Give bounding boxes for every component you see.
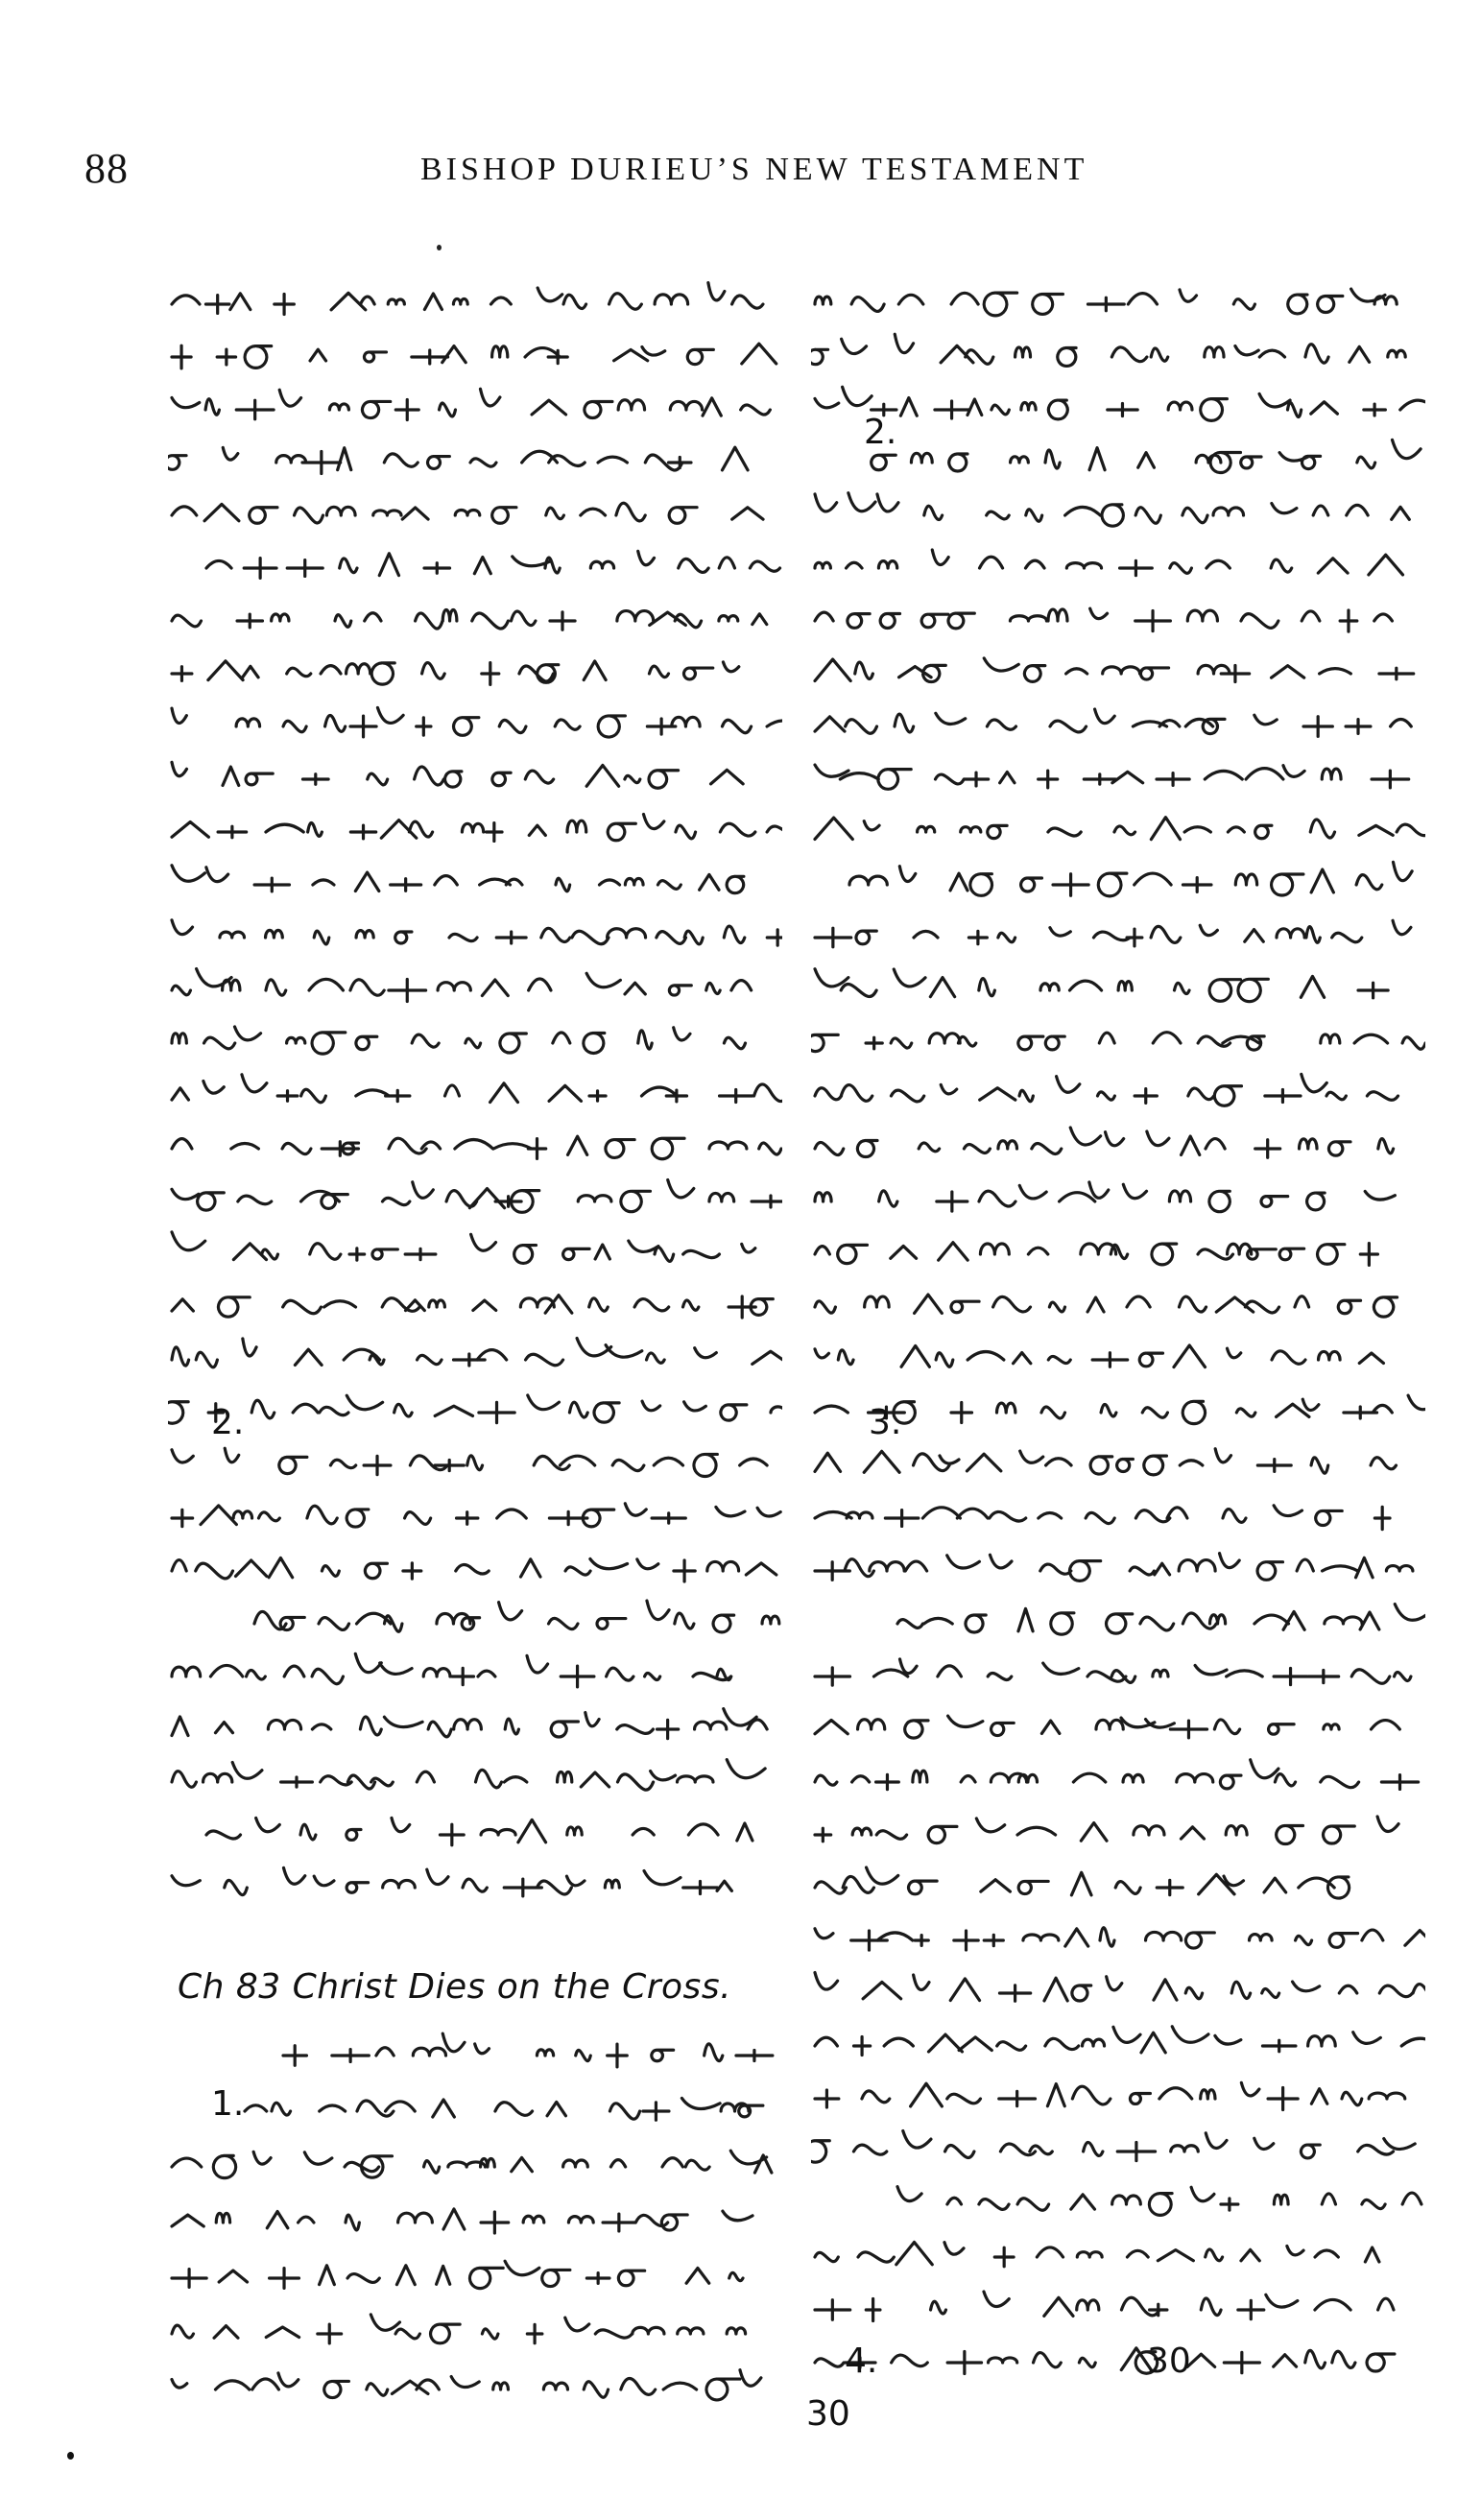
shorthand-line [172, 2315, 746, 2343]
shorthand-line [872, 440, 1421, 472]
verse-number-left-2: 2. [211, 1403, 245, 1442]
shorthand-line [815, 1867, 1350, 1898]
shorthand-line [172, 920, 782, 945]
shorthand-line [815, 493, 1409, 526]
shorthand-column-left [168, 273, 782, 1962]
shorthand-line [172, 866, 744, 893]
shorthand-line [172, 344, 776, 368]
shorthand-line [172, 1709, 767, 1739]
shorthand-column-right [811, 273, 1425, 2471]
shorthand-line [815, 969, 1388, 1002]
shorthand-line [815, 709, 1411, 736]
shorthand-text-left-chapter [168, 2025, 782, 2476]
shorthand-line [849, 862, 1412, 896]
shorthand-line [172, 389, 770, 419]
margin-dot [67, 2452, 74, 2460]
shorthand-line [815, 920, 1411, 946]
shorthand-line [815, 550, 1402, 576]
shorthand-line [815, 2242, 1379, 2266]
verse-reference-30b: 30 [806, 2394, 850, 2434]
shorthand-line [811, 1033, 1425, 1052]
shorthand-line [815, 1345, 1383, 1367]
shorthand-line [815, 1554, 1413, 1581]
verse-number-right-2: 2. [864, 413, 897, 452]
shorthand-line [815, 1243, 1377, 1266]
shorthand-line [815, 818, 1425, 840]
shorthand-line [815, 1716, 1399, 1738]
chapter-heading: Ch 83 Christ Dies on the Cross. [178, 1967, 732, 2007]
shorthand-line [815, 1760, 1419, 1790]
shorthand-line [172, 1339, 782, 1367]
shorthand-line [815, 387, 1425, 420]
shorthand-line [172, 283, 763, 315]
shorthand-line [815, 1128, 1394, 1157]
shorthand-line [168, 447, 748, 473]
shorthand-line [815, 1395, 1425, 1424]
shorthand-line [815, 2082, 1405, 2109]
shorthand-line [172, 2370, 761, 2400]
shorthand-line [168, 1395, 782, 1423]
page-number: 88 [84, 145, 129, 192]
shorthand-line [815, 1295, 1397, 1317]
shorthand-line [172, 1504, 780, 1527]
verse-reference-30a: 30 [1147, 2342, 1191, 2381]
shorthand-line [815, 2027, 1425, 2056]
shorthand-line [815, 1074, 1398, 1105]
shorthand-line [172, 814, 782, 841]
shorthand-line [172, 1075, 782, 1103]
shorthand-line [172, 1027, 745, 1054]
shorthand-line [172, 1867, 731, 1895]
shorthand-line [815, 608, 1392, 631]
shorthand-line [172, 1136, 781, 1158]
shorthand-line [811, 2131, 1415, 2163]
shorthand-text-left [168, 273, 782, 1962]
verse-number-right-4: 4. [845, 2342, 878, 2381]
shorthand-line [897, 2187, 1421, 2216]
shorthand-line [172, 503, 763, 523]
page-header [84, 144, 1198, 202]
shorthand-line [172, 1179, 782, 1212]
print-speck [437, 245, 442, 250]
shorthand-line [172, 2261, 743, 2288]
shorthand-line [172, 762, 743, 788]
shorthand-line [172, 1448, 767, 1476]
shorthand-line [815, 1182, 1395, 1212]
shorthand-line [172, 2209, 752, 2233]
shorthand-line [245, 2098, 763, 2120]
shorthand-line [172, 1760, 765, 1791]
verse-number-right-3: 3. [869, 1403, 902, 1442]
shorthand-line [815, 2292, 1394, 2321]
shorthand-line [811, 334, 1405, 366]
shorthand-line [172, 661, 739, 685]
shorthand-line [815, 658, 1414, 682]
running-title: BISHOP DURIEU’S NEW TESTAMENT [420, 152, 1088, 187]
shorthand-line [815, 1928, 1425, 1950]
shorthand-line [172, 969, 752, 1002]
shorthand-line [815, 1817, 1398, 1844]
shorthand-line [815, 2348, 1395, 2374]
shorthand-line [206, 1818, 752, 1844]
shorthand-line [172, 1296, 773, 1318]
shorthand-line [206, 551, 780, 578]
shorthand-line [897, 1605, 1425, 1635]
shorthand-line [815, 1659, 1411, 1685]
shorthand-line [172, 609, 767, 630]
shorthand-line [172, 1653, 731, 1687]
shorthand-line [815, 765, 1409, 789]
shorthand-line [815, 1973, 1425, 2002]
shorthand-line [815, 1449, 1397, 1475]
shorthand-text-right [811, 273, 1425, 2471]
verse-number-left-1: 1. [211, 2084, 245, 2124]
shorthand-line [172, 1557, 776, 1581]
shorthand-line [172, 1232, 755, 1264]
shorthand-line [254, 1601, 779, 1632]
shorthand-line [815, 1506, 1390, 1530]
shorthand-line [172, 707, 782, 737]
shorthand-line [172, 2151, 772, 2177]
shorthand-line [283, 2033, 773, 2067]
shorthand-line [815, 289, 1397, 316]
